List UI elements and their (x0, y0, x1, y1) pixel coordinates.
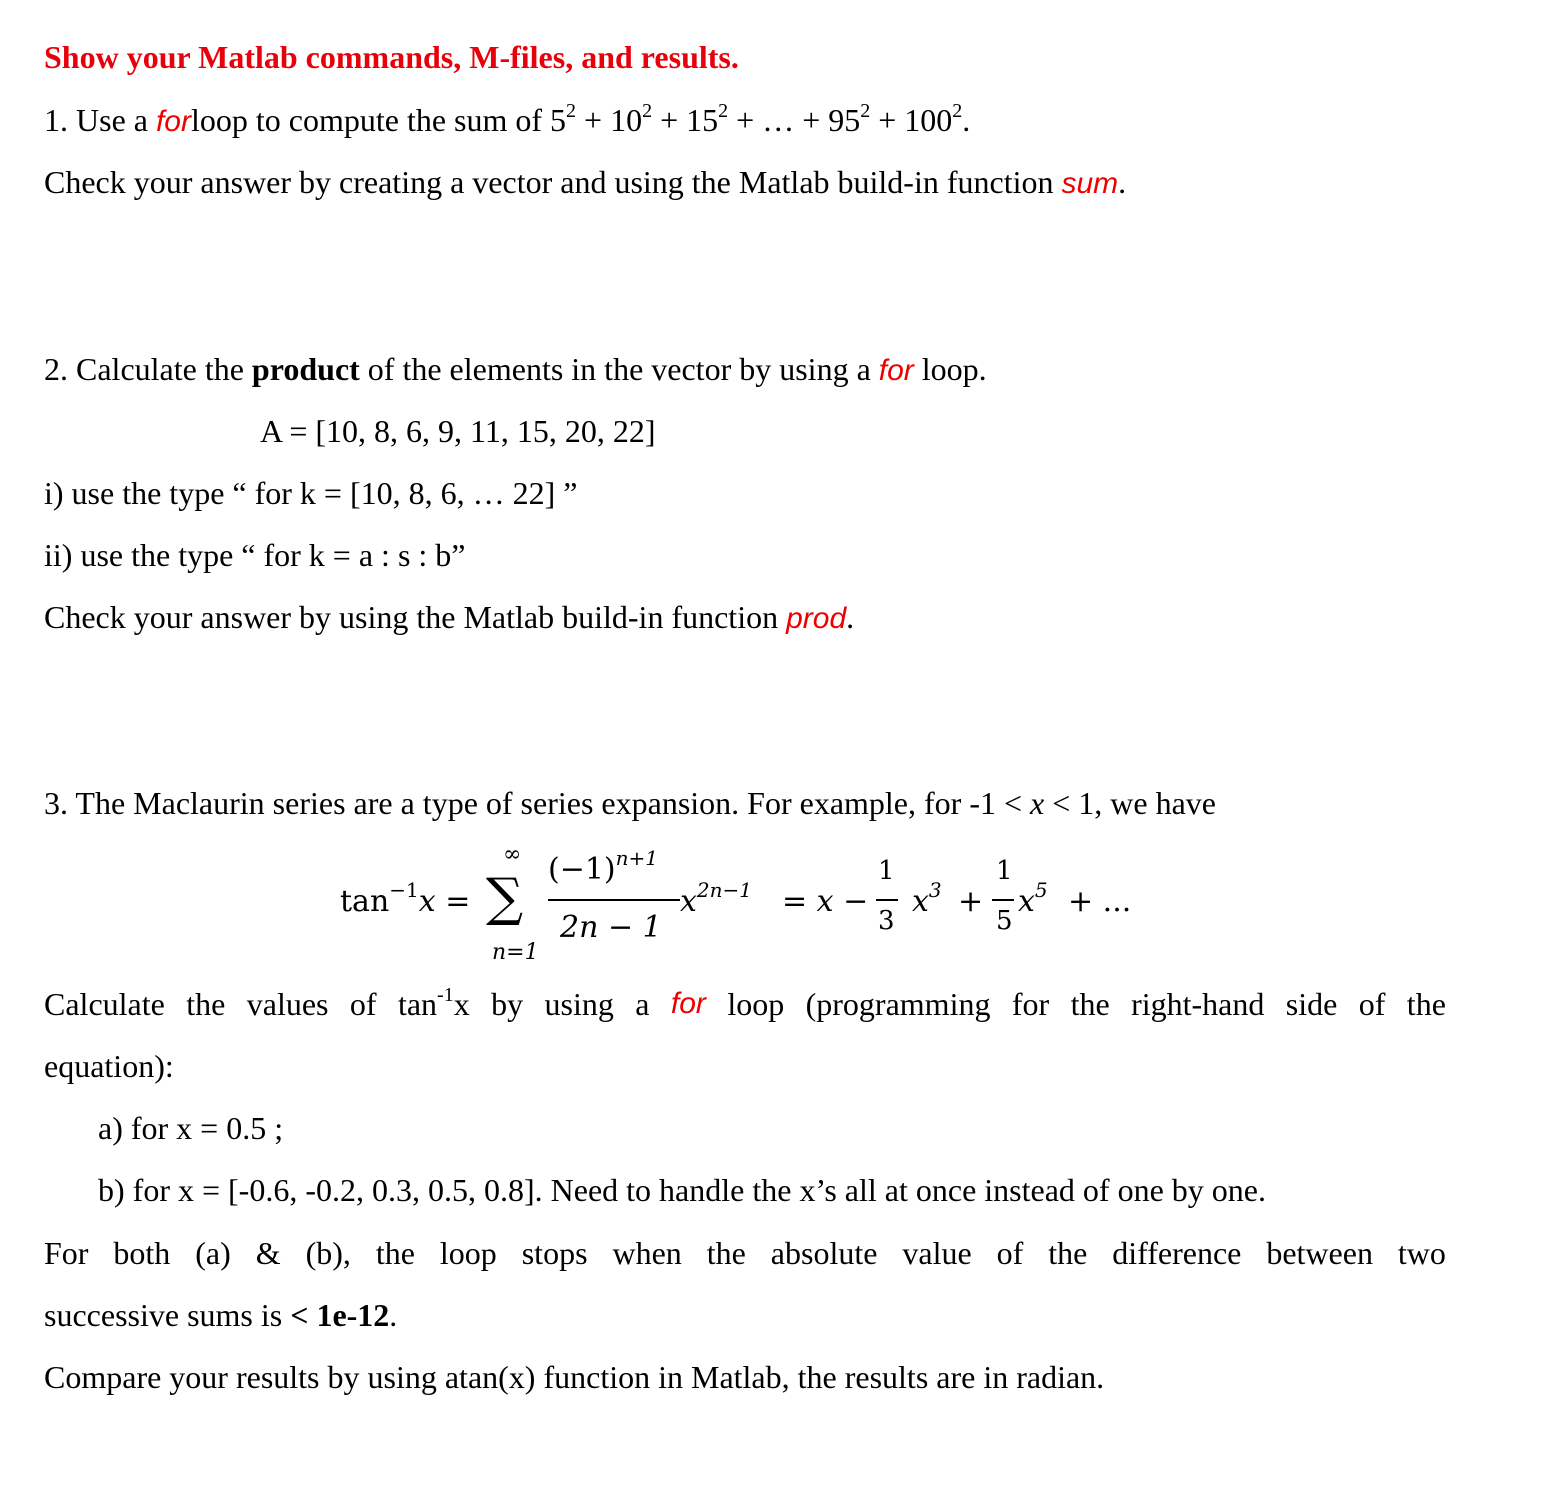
frac1-num: 1 (878, 856, 895, 886)
q2-item-ii: ii) use the type “ for k = a : s : b” (44, 537, 466, 573)
sup: 2 (642, 100, 653, 122)
word: the (1070, 986, 1110, 1022)
keyword-for: for (878, 354, 914, 387)
q3-intro-text2: < 1, we have (1052, 785, 1216, 821)
sup: 2 (566, 100, 577, 122)
word: when (612, 1235, 682, 1271)
formula-plus: + (958, 884, 984, 919)
q1-line (44, 100, 970, 142)
word: (programming (805, 986, 991, 1022)
word: (b), (305, 1235, 351, 1271)
q3-calc-line2: equation): (44, 1048, 174, 1084)
q1-term: . (962, 102, 971, 138)
word: (a) (195, 1235, 231, 1271)
word: difference (1112, 1235, 1242, 1271)
q3-intro (44, 783, 1216, 823)
successive-text: successive sums is (44, 1297, 283, 1333)
q2-check-dot: . (846, 599, 855, 635)
q3-both-line (44, 1233, 1446, 1273)
word: using (544, 986, 614, 1022)
q1-term: + 15 (652, 102, 719, 138)
less-than: < (290, 1297, 309, 1333)
q2-text2: loop. (921, 351, 987, 387)
fraction-denominator: 2n − 1 (560, 910, 662, 945)
word: two (1397, 1235, 1446, 1271)
sup: 2 (718, 100, 729, 122)
word: tan (397, 986, 438, 1022)
q1-check-line (44, 162, 1126, 204)
x3-base: x (912, 884, 929, 919)
keyword-prod: prod (786, 602, 847, 635)
word: & (255, 1235, 281, 1271)
formula-tail: + ... (1068, 884, 1132, 919)
word: the (1406, 986, 1446, 1022)
frac2-den: 5 (996, 906, 1013, 936)
word: value (902, 1235, 972, 1271)
q2-check-text: Check your answer by using the Matlab build-in function (44, 599, 779, 635)
q3-successive-line (44, 1295, 397, 1335)
x3-sup: 3 (928, 878, 942, 902)
word: of (996, 1235, 1024, 1271)
x-base: x (680, 884, 697, 919)
word: by (491, 986, 524, 1022)
successive-dot: . (389, 1297, 398, 1333)
word: of (1358, 986, 1386, 1022)
word: a (635, 986, 650, 1022)
word: values (246, 986, 329, 1022)
word: the (706, 1235, 746, 1271)
formula-lhs-x: x = (418, 884, 471, 919)
word: x (453, 986, 470, 1022)
word: stops (521, 1235, 588, 1271)
q2-bold-product: product (251, 351, 360, 387)
word: the (1048, 1235, 1088, 1271)
tan-sup: -1 (437, 984, 454, 1006)
q3-intro-text: 3. The Maclaurin series are a type of series expansion. For example, for -1 < (44, 785, 1023, 821)
x-fifth (1018, 878, 1048, 919)
word: loop (727, 986, 785, 1022)
word: both (113, 1235, 171, 1271)
q2-item-i: i) use the type “ for k = [10, 8, 6, … 22] ” (44, 475, 578, 511)
sigma-upper: ∞ (503, 842, 522, 867)
q3-item-b: b) for x = [-0.6, -0.2, 0.3, 0.5, 0.8]. Need to handle the x’s all at once instead of one by one. (98, 1172, 1266, 1208)
fraction-bar (548, 899, 680, 901)
frac2-bar (992, 899, 1014, 901)
sigma-lower: n=1 (492, 940, 539, 965)
q1-term: + … + 95 (728, 102, 861, 138)
x-power (680, 878, 753, 919)
formula-eq: = x − (782, 884, 869, 919)
page-title: Show your Matlab commands, M-files, and results. (44, 39, 739, 75)
q3-item-a: a) for x = 0.5 ; (98, 1110, 284, 1146)
q1-check-dot: . (1118, 164, 1127, 200)
word: Calculate (44, 986, 165, 1022)
q3-compare-line: Compare your results by using atan(x) function in Matlab, the results are in radian. (44, 1359, 1105, 1395)
x-cubed (912, 878, 942, 919)
word: loop (439, 1235, 497, 1271)
word: absolute (770, 1235, 878, 1271)
formula-tan: tan (340, 884, 390, 919)
q2-vector: A = [10, 8, 6, 9, 11, 15, 20, 22] (260, 413, 656, 449)
frac1-den: 3 (878, 906, 895, 936)
x-power-sup: 2n−1 (696, 878, 753, 902)
sup: 2 (952, 100, 963, 122)
q1-text: loop to compute the sum of 5 (190, 102, 567, 138)
tan-inverse-x (398, 984, 470, 1024)
word: side (1285, 986, 1338, 1022)
q1-check-text: Check your answer by creating a vector and using the Matlab build-in function (44, 164, 1054, 200)
word: the (186, 986, 226, 1022)
formula-lhs-sup: −1 (389, 878, 419, 902)
keyword-for: for (670, 987, 706, 1020)
q1-term: + 100 (870, 102, 953, 138)
word: the (375, 1235, 415, 1271)
q2-text: of the elements in the vector by using a (367, 351, 871, 387)
word: between (1266, 1235, 1373, 1271)
x5-sup: 5 (1034, 878, 1048, 902)
q3-x: x (1030, 785, 1045, 821)
keyword-sum: sum (1061, 167, 1119, 200)
word: right-hand (1131, 986, 1265, 1022)
q3-calc-line (44, 984, 1446, 1024)
frac1-bar (876, 899, 898, 901)
numerator-base: (−1) (548, 852, 616, 887)
q2-check-line (44, 597, 854, 639)
formula-lhs (340, 878, 471, 919)
q1-number: 1. Use a (44, 102, 148, 138)
keyword-for: for (155, 105, 191, 138)
x5-base: x (1018, 884, 1035, 919)
word: For (44, 1235, 89, 1271)
sup: 2 (860, 100, 871, 122)
tolerance: 1e-12 (316, 1297, 390, 1333)
sigma-symbol: ∑ (486, 868, 524, 928)
q2-line (44, 349, 987, 391)
numerator-sup: n+1 (615, 846, 659, 870)
frac2-num: 1 (996, 856, 1013, 886)
q2-number: 2. Calculate the (44, 351, 244, 387)
word: for (1011, 986, 1050, 1022)
fraction-numerator (548, 846, 659, 887)
word: of (349, 986, 377, 1022)
q1-term: + 10 (576, 102, 643, 138)
